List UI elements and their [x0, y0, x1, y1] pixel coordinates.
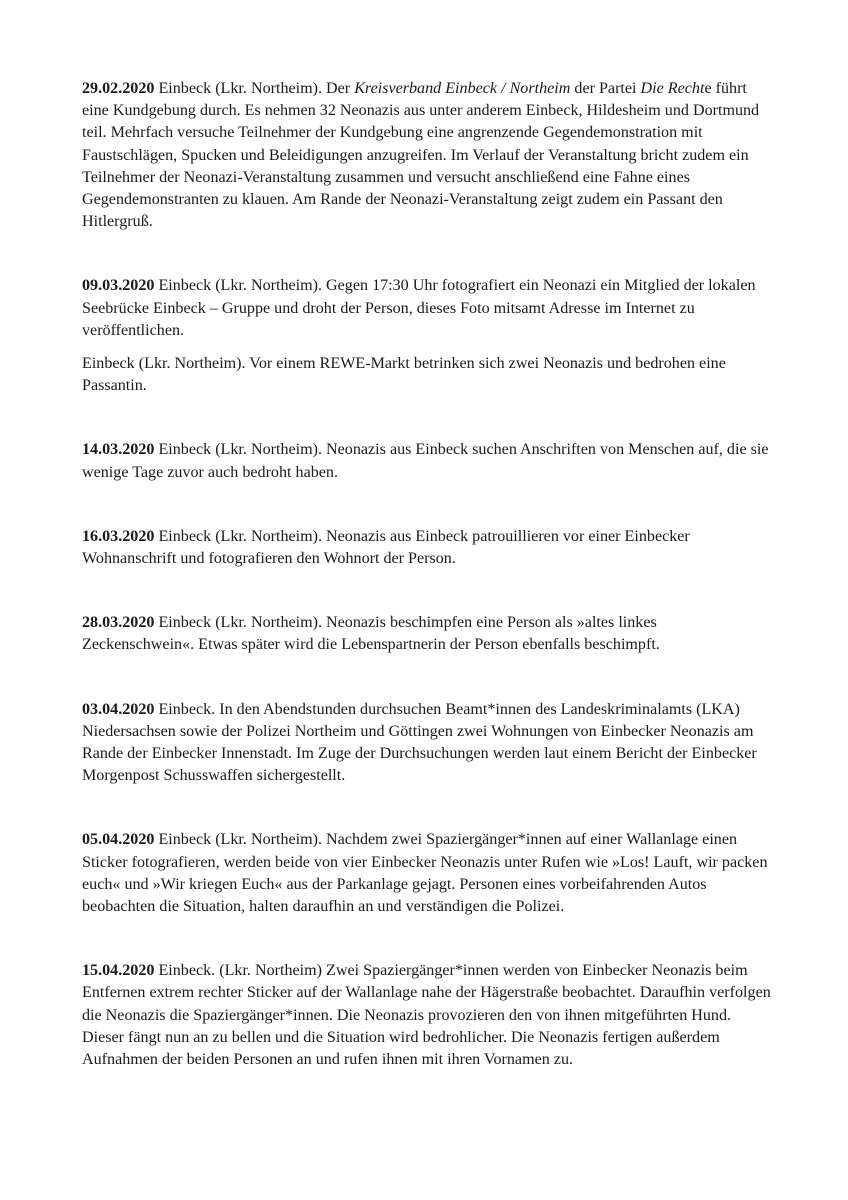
entry-paragraph	[82, 699, 772, 788]
entry-paragraph	[82, 526, 772, 570]
entry-date: 14.03.2020	[82, 441, 155, 459]
entry-text: Einbeck (Lkr. Northeim). Neonazis aus Einbeck suchen Anschriften von Menschen auf, die sie wenige Tage zuvor auch bedroht haben.	[82, 441, 769, 481]
entry-text: Einbeck. In den Abendstunden durchsuchen Beamt*innen des Landeskriminalamts (LKA) Niedersachsen sowie der Polizei Northeim und Göttingen zwei Wohnungen von Einbecker Neonazis am Rande der Einbecker Innenstadt. Im Zuge der Durchsuchungen werden laut einem Bericht der Einbecker Morgenpost Schusswaffen sichergestellt.	[82, 700, 757, 785]
entry-2020-03-16	[82, 526, 772, 570]
entry-2020-02-29	[82, 78, 772, 233]
entry-paragraph	[82, 78, 772, 233]
entry-paragraph	[82, 275, 772, 342]
entry-date: 15.04.2020	[82, 962, 155, 980]
entry-text: Einbeck (Lkr. Northeim). Neonazis aus Einbeck patrouillieren vor einer Einbecker Wohnanschrift und fotografieren den Wohnort der Person.	[82, 527, 690, 568]
entry-text: Einbeck (Lkr. Northeim). Der	[154, 80, 355, 97]
entry-date: 28.03.2020	[82, 614, 155, 632]
entry-2020-04-15	[82, 960, 772, 1071]
organization-name: Kreisverband Einbeck / Northeim	[354, 80, 571, 97]
entry-paragraph	[82, 439, 772, 483]
entry-2020-04-05	[82, 829, 772, 918]
party-name: Die Recht	[640, 80, 705, 97]
entry-text: der Partei	[570, 80, 641, 97]
entry-date: 16.03.2020	[82, 527, 155, 545]
entry-2020-03-28	[82, 612, 772, 656]
entry-extra-paragraph: Einbeck (Lkr. Northeim). Vor einem REWE-Markt betrinken sich zwei Neonazis und bedrohen eine Passantin.	[82, 355, 726, 395]
entry-date: 29.02.2020	[82, 80, 155, 97]
entry-text: Einbeck. (Lkr. Northeim) Zwei Spaziergänger*innen werden von Einbecker Neonazis beim Entfernen extrem rechter Sticker auf der Wallanlage nahe der Hägerstraße beobachtet. Daraufhin verfolgen die Neonazis die Spaziergänger*innen. Die Neonazis provozieren den von ihnen mitgeführten Hund. Dieser fängt nun an zu bellen und die Situation wird bedrohlicher. Die Neonazis fertigen außerdem Aufnahmen der beiden Personen an und rufen ihnen mit ihren Vornamen zu.	[82, 962, 771, 1069]
entry-date: 03.04.2020	[82, 700, 155, 718]
entry-text: e führt eine Kundgebung durch. Es nehmen 32 Neonazis aus unter anderem Einbeck, Hildesheim und Dortmund teil. Mehrfach versuche Teilnehmer der Kundgebung eine angrenzende Gegendemonstration mit Faustschlägen, Spucken und Beleidigungen anzugreifen. Im Verlauf der Veranstaltung bricht zudem ein Teilnehmer der Neonazi-Veranstaltung zusammen und versucht anschließend eine Fahne eines Gegendemonstranten zu klauen. Am Rande der Neonazi-Veranstaltung zeigt zudem ein Passant den Hitlergruß.	[82, 80, 760, 231]
entry-2020-03-14	[82, 439, 772, 483]
entry-date: 09.03.2020	[82, 277, 155, 295]
document-page	[82, 78, 772, 1113]
entry-text: Einbeck (Lkr. Northeim). Gegen 17:30 Uhr fotografiert ein Neonazi ein Mitglied der lokalen Seebrücke Einbeck – Gruppe und droht der Person, dieses Foto mitsamt Adresse im Internet zu veröffentlichen.	[82, 277, 756, 339]
entry-paragraph	[82, 612, 772, 656]
entry-paragraph	[82, 960, 772, 1071]
entry-2020-04-03	[82, 699, 772, 788]
entry-date: 05.04.2020	[82, 831, 155, 849]
entry-text: Einbeck (Lkr. Northeim). Neonazis beschimpfen eine Person als »altes linkes Zeckenschwein«. Etwas später wird die Lebenspartnerin der Person ebenfalls beschimpft.	[82, 614, 660, 654]
entry-2020-03-09	[82, 275, 772, 397]
entry-paragraph	[82, 829, 772, 918]
entry-text: Einbeck (Lkr. Northeim). Nachdem zwei Spaziergänger*innen auf einer Wallanlage einen Sticker fotografieren, werden beide von vier Einbecker Neonazis unter Rufen wie »Los! Lauft, wir packen euch« und »Wir kriegen Euch« aus der Parkanlage gejagt. Personen eines vorbeifahrenden Autos beobachten die Situation, halten daraufhin an und verständigen die Polizei.	[82, 831, 768, 916]
